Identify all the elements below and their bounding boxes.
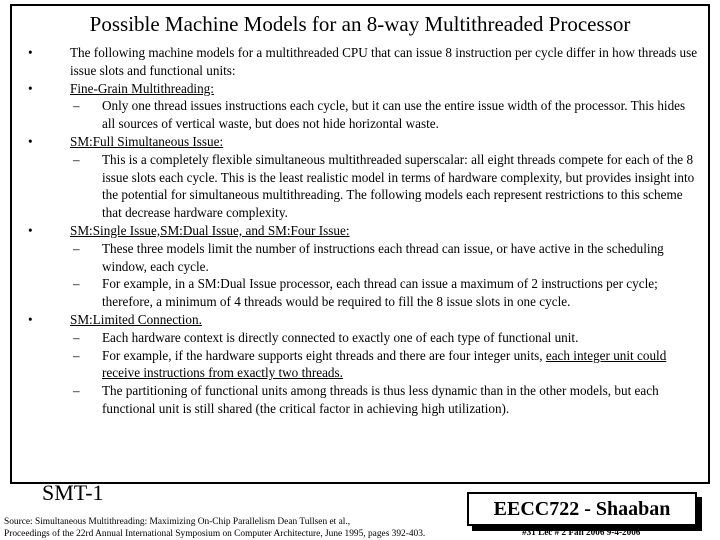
single-dual-four-heading: SM:Single Issue,SM:Dual Issue, and SM:Four Issue:	[70, 222, 350, 238]
bullet-limited-connection	[28, 311, 700, 329]
fine-grain-heading: Fine-Grain Multithreading:	[70, 80, 214, 96]
source-line-2: Proceedings of the 22rd Annual International Symposium on Computer Architecture, June 1995, pages 392-403.	[4, 529, 426, 539]
slide-footnote: #31 Lec # 2 Fall 2006 9-4-2006	[522, 527, 641, 537]
source-citation	[4, 516, 425, 540]
single-dual-four-point-1	[28, 240, 700, 276]
full-simultaneous-text: This is a completely flexible simultaneous multithreaded superscalar: all eight threads compete for each of the 8 issue slots each cycle. This is the least realistic model in terms of hardware complexity, but provides insight into the potential for simultaneous multithreading. The following models each represent restrictions to this scheme that decrease hardware complexity.	[102, 151, 695, 221]
limited-connection-point-2	[28, 347, 700, 383]
source-line-1: Source: Simultaneous Multithreading: Maximizing On-Chip Parallelism Dean Tullsen et al.,	[4, 517, 351, 527]
limited-connection-text-3: The partitioning of functional units among threads is thus less dynamic than in the other models, but each functional unit is still shared (the critical factor in achieving high utilization).	[102, 383, 659, 416]
bullet-marker: •	[28, 311, 33, 327]
limited-connection-point-1	[28, 329, 700, 347]
single-dual-four-point-2	[28, 275, 700, 311]
single-dual-four-text-2: For example, in a SM:Dual Issue processor, each thread can issue a maximum of 2 instructions per cycle; therefore, a minimum of 4 threads would be required to fill the 8 issue slots in one cycle.	[102, 276, 658, 310]
bullet-full-simultaneous	[28, 133, 700, 151]
slide-content	[28, 44, 700, 418]
bullet-fine-grain	[28, 80, 700, 98]
dash-marker: –	[73, 98, 80, 114]
dash-marker: –	[73, 276, 80, 292]
dash-marker: –	[73, 240, 80, 256]
slide-label: SMT-1	[42, 480, 104, 505]
bullet-marker: •	[28, 133, 33, 149]
bullet-intro	[28, 44, 700, 80]
slide-title: Possible Machine Models for an 8-way Multithreaded Processor	[89, 12, 631, 36]
dash-marker: –	[73, 329, 80, 345]
bullet-marker: •	[28, 80, 33, 96]
full-simultaneous-point	[28, 151, 700, 222]
course-box: EECC722 - Shaaban	[467, 492, 697, 526]
fine-grain-text: Only one thread issues instructions each cycle, but it can use the entire issue width of the processor. This hides all sources of vertical waste, but does not hide horizontal waste.	[102, 98, 686, 132]
single-dual-four-text-1: These three models limit the number of instructions each thread can issue, or have active in the scheduling window, each cycle.	[102, 240, 664, 274]
dash-marker: –	[73, 347, 80, 363]
bullet-marker: •	[28, 45, 33, 60]
limited-connection-text-1: Each hardware context is directly connected to exactly one of each type of functional unit.	[102, 329, 579, 345]
bullet-single-dual-four	[28, 222, 700, 240]
limited-connection-heading: SM:Limited Connection.	[70, 311, 202, 327]
limited-connection-point-3	[28, 382, 700, 418]
dash-marker: –	[73, 383, 80, 399]
bullet-marker: •	[28, 222, 33, 238]
dash-marker: –	[73, 151, 80, 167]
limited-connection-text-2: For example, if the hardware supports eight threads and there are four integer units,	[102, 347, 546, 363]
fine-grain-point	[28, 97, 700, 133]
intro-text: The following machine models for a multithreaded CPU that can issue 8 instruction per cycle differ in how threads use issue slots and functional units:	[70, 45, 698, 78]
full-simultaneous-heading: SM:Full Simultaneous Issue:	[70, 133, 224, 149]
limited-connection-text-2-underlined: each integer unit could receive instructions from exactly two threads.	[102, 347, 667, 381]
